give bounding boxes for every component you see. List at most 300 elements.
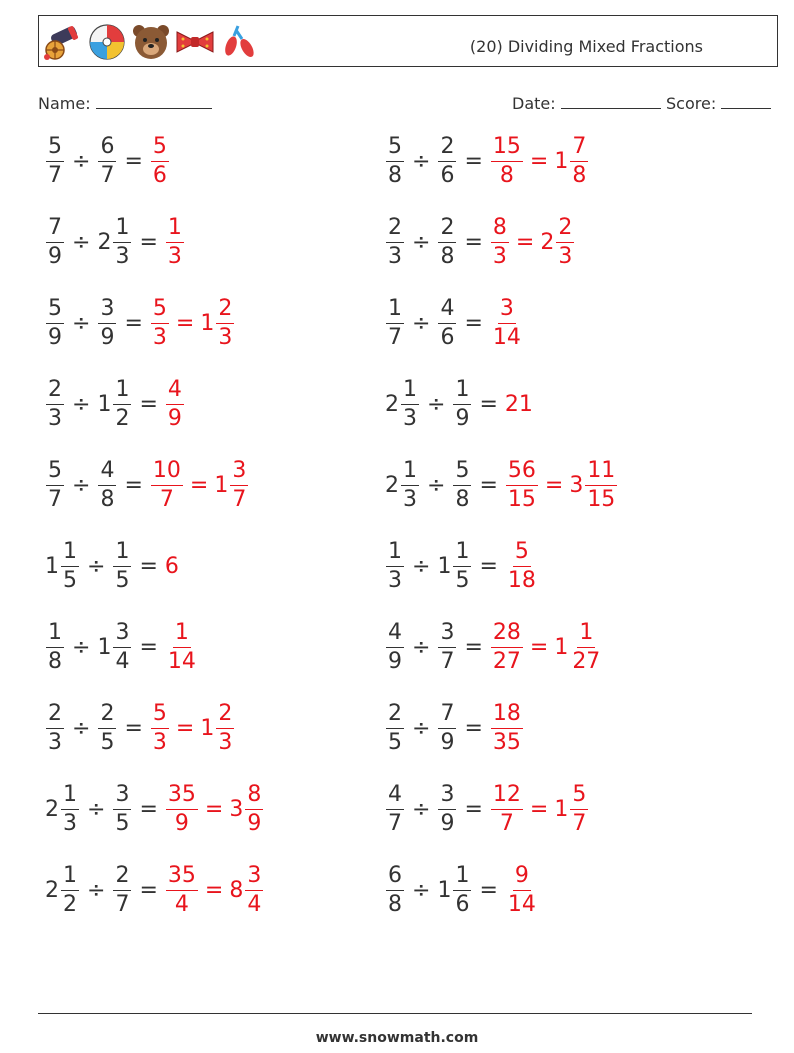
numerator: 1 (401, 379, 419, 405)
numerator: 4 (98, 460, 116, 486)
dividend (45, 619, 65, 674)
fraction (453, 538, 471, 593)
denominator: 3 (152, 729, 167, 755)
numerator: 8 (491, 217, 509, 243)
whole-number: 6 (164, 553, 179, 579)
numerator: 15 (491, 136, 523, 162)
equals-sign: = (139, 391, 158, 417)
denominator: 18 (507, 567, 536, 593)
fraction (151, 133, 169, 188)
numerator: 5 (513, 541, 531, 567)
problem-20 (385, 855, 539, 925)
divide-sign: ÷ (72, 472, 91, 498)
equals-sign: = (139, 553, 158, 579)
numerator: 2 (46, 379, 64, 405)
problem-2 (385, 126, 589, 196)
denominator: 4 (247, 891, 262, 917)
answer-value (554, 619, 603, 674)
numerator: 2 (98, 703, 116, 729)
dividend (385, 295, 405, 350)
score-blank[interactable] (721, 94, 771, 109)
denominator: 9 (174, 810, 189, 836)
fraction (98, 457, 116, 512)
numerator: 1 (453, 541, 471, 567)
numerator: 1 (166, 217, 184, 243)
answer (505, 457, 618, 512)
answer-value (200, 295, 235, 350)
denominator: 8 (499, 162, 514, 188)
fraction (61, 538, 79, 593)
whole-number: 1 (554, 796, 569, 822)
equals-sign: = (479, 472, 498, 498)
date-field[interactable] (512, 94, 661, 113)
problem-16 (385, 693, 524, 763)
numerator: 2 (216, 298, 234, 324)
name-field[interactable] (38, 94, 212, 113)
fraction (386, 214, 404, 269)
fraction (438, 133, 456, 188)
divide-sign: ÷ (412, 148, 431, 174)
fraction (46, 619, 64, 674)
fraction (438, 619, 456, 674)
problem-4 (385, 207, 575, 277)
fraction (230, 457, 248, 512)
dividend (45, 781, 80, 836)
answer-value (165, 554, 180, 579)
whole-number: 1 (437, 553, 452, 579)
fraction (570, 133, 588, 188)
divisor (112, 862, 132, 917)
answer (505, 392, 534, 417)
whole-number: 8 (229, 877, 244, 903)
fraction (216, 700, 234, 755)
numerator: 12 (491, 784, 523, 810)
denominator: 3 (167, 243, 182, 269)
fraction (491, 781, 523, 836)
problem-11 (45, 531, 180, 601)
whole-number: 2 (97, 229, 112, 255)
numerator: 2 (46, 703, 64, 729)
whole-number: 1 (214, 472, 229, 498)
fraction (386, 133, 404, 188)
fraction (166, 619, 198, 674)
fraction (453, 376, 471, 431)
whole-number: 1 (554, 148, 569, 174)
denominator: 7 (115, 891, 130, 917)
numerator: 5 (46, 460, 64, 486)
denominator: 5 (63, 567, 77, 593)
numerator: 3 (113, 622, 131, 648)
answer-value (150, 700, 170, 755)
date-blank[interactable] (561, 94, 661, 109)
denominator: 9 (440, 729, 455, 755)
answer-value (200, 700, 235, 755)
fraction (556, 214, 574, 269)
whole-number: 2 (45, 877, 59, 903)
divide-sign: ÷ (72, 229, 91, 255)
fraction (438, 781, 456, 836)
numerator: 1 (113, 541, 131, 567)
equals-sign: = (124, 472, 143, 498)
whole-number: 1 (437, 877, 452, 903)
answer-equals-sign: = (529, 796, 549, 822)
fraction (245, 862, 263, 917)
numerator: 1 (46, 622, 64, 648)
problem-19 (45, 855, 264, 925)
bow-tie-icon (175, 22, 215, 62)
problem-1 (45, 126, 170, 196)
equals-sign: = (139, 796, 158, 822)
whole-number: 3 (569, 472, 584, 498)
bear-face-icon (131, 22, 171, 62)
fraction (151, 457, 183, 512)
dividend (45, 133, 65, 188)
equals-sign: = (479, 553, 498, 579)
fraction (46, 457, 64, 512)
denominator: 5 (455, 567, 470, 593)
fraction (98, 295, 116, 350)
fraction (61, 862, 79, 917)
numerator: 2 (113, 865, 131, 891)
divide-sign: ÷ (412, 877, 431, 903)
fraction (166, 862, 198, 917)
answer-value (505, 392, 534, 417)
answer-value (505, 538, 539, 593)
divide-sign: ÷ (72, 715, 91, 741)
whole-number: 1 (200, 310, 215, 336)
dividend (45, 700, 65, 755)
answer-value (505, 862, 539, 917)
denominator: 9 (247, 810, 262, 836)
equals-sign: = (464, 148, 483, 174)
fraction (491, 295, 523, 350)
answer-value (554, 781, 589, 836)
answer (165, 376, 185, 431)
answer (165, 619, 199, 674)
dividend (385, 700, 405, 755)
answer-value (214, 457, 249, 512)
numerator: 3 (245, 865, 263, 891)
divisor (437, 781, 457, 836)
numerator: 2 (216, 703, 234, 729)
answer (165, 862, 264, 917)
dividend (385, 862, 405, 917)
denominator: 8 (100, 486, 115, 512)
fraction (506, 457, 538, 512)
whole-number: 21 (504, 391, 533, 417)
numerator: 7 (570, 136, 588, 162)
numerator: 3 (498, 298, 516, 324)
answer-value (165, 862, 199, 917)
denominator: 3 (218, 324, 233, 350)
footer-divider (38, 1013, 752, 1014)
numerator: 5 (386, 136, 404, 162)
score-label: Score: (666, 94, 717, 113)
denominator: 3 (492, 243, 507, 269)
denominator: 8 (48, 648, 62, 674)
denominator: 27 (492, 648, 521, 674)
denominator: 6 (455, 891, 470, 917)
denominator: 5 (100, 729, 115, 755)
score-field[interactable] (666, 94, 771, 113)
answer (490, 214, 575, 269)
date-label: Date: (512, 94, 556, 113)
dividend (45, 538, 80, 593)
answer-equals-sign: = (175, 310, 195, 336)
answer-value (490, 700, 524, 755)
divide-sign: ÷ (72, 310, 91, 336)
divisor (437, 295, 457, 350)
footer-url: www.snowmath.com (315, 1030, 479, 1046)
denominator: 3 (218, 729, 233, 755)
worksheet-header (38, 15, 778, 67)
fraction (46, 133, 64, 188)
numerator: 1 (61, 865, 79, 891)
fraction (46, 376, 64, 431)
numerator: 2 (386, 217, 404, 243)
problem-9 (45, 450, 249, 520)
numerator: 4 (386, 622, 404, 648)
denominator: 7 (48, 162, 62, 188)
denominator: 3 (48, 405, 62, 431)
numerator: 5 (453, 460, 471, 486)
whole-number: 2 (540, 229, 555, 255)
fraction (506, 862, 538, 917)
fraction (98, 133, 116, 188)
equals-sign: = (139, 634, 158, 660)
numerator: 28 (491, 622, 523, 648)
answer-equals-sign: = (515, 229, 535, 255)
dividend (385, 133, 405, 188)
numerator: 35 (166, 865, 198, 891)
answer-value (150, 133, 170, 188)
divisor (437, 538, 472, 593)
fraction (113, 214, 131, 269)
answer (150, 700, 235, 755)
divisor (452, 457, 472, 512)
numerator: 2 (438, 136, 456, 162)
denominator: 5 (388, 729, 402, 755)
dividend (385, 457, 420, 512)
name-label: Name: (38, 94, 91, 113)
fraction (570, 619, 602, 674)
numerator: 1 (453, 865, 471, 891)
denominator: 35 (492, 729, 521, 755)
answer-value (150, 457, 184, 512)
answer-value (505, 457, 539, 512)
cannon-icon (43, 22, 83, 62)
numerator: 3 (438, 622, 456, 648)
fraction (245, 781, 263, 836)
divisor (97, 295, 117, 350)
fraction (491, 214, 509, 269)
denominator: 3 (388, 243, 402, 269)
numerator: 1 (453, 379, 471, 405)
divide-sign: ÷ (87, 796, 106, 822)
divisor (437, 133, 457, 188)
divide-sign: ÷ (72, 148, 91, 174)
dividend (385, 781, 405, 836)
fraction (438, 700, 456, 755)
fraction (401, 457, 419, 512)
answer (165, 554, 180, 579)
numerator: 5 (151, 136, 169, 162)
equals-sign: = (464, 796, 483, 822)
fraction (506, 538, 538, 593)
numerator: 5 (46, 136, 64, 162)
denominator: 8 (388, 162, 402, 188)
numerator: 56 (506, 460, 538, 486)
denominator: 3 (63, 810, 77, 836)
problem-6 (385, 288, 524, 358)
numerator: 1 (386, 298, 404, 324)
numerator: 3 (98, 298, 116, 324)
answer-value (490, 619, 524, 674)
fraction (453, 862, 471, 917)
whole-number: 1 (554, 634, 569, 660)
denominator: 3 (558, 243, 573, 269)
answer-equals-sign: = (544, 472, 564, 498)
fraction (438, 214, 456, 269)
denominator: 9 (100, 324, 115, 350)
answer-value (165, 376, 185, 431)
numerator: 11 (585, 460, 617, 486)
problem-8 (385, 369, 534, 439)
equals-sign: = (124, 715, 143, 741)
denominator: 8 (455, 486, 470, 512)
denominator: 9 (48, 243, 62, 269)
juggling-pins-icon (219, 22, 259, 62)
answer-value (490, 214, 510, 269)
fraction (46, 700, 64, 755)
denominator: 3 (403, 486, 417, 512)
fraction (386, 619, 404, 674)
denominator: 8 (572, 162, 587, 188)
answer-value (490, 781, 524, 836)
fraction (113, 781, 131, 836)
numerator: 7 (46, 217, 64, 243)
problem-3 (45, 207, 185, 277)
answer (505, 862, 539, 917)
divisor (437, 619, 457, 674)
problem-14 (385, 612, 603, 682)
denominator: 4 (174, 891, 189, 917)
denominator: 9 (48, 324, 62, 350)
divide-sign: ÷ (72, 391, 91, 417)
numerator: 5 (151, 703, 169, 729)
fraction (386, 295, 404, 350)
divide-sign: ÷ (412, 634, 431, 660)
denominator: 7 (159, 486, 174, 512)
denominator: 4 (115, 648, 130, 674)
equals-sign: = (464, 715, 483, 741)
fraction (386, 700, 404, 755)
whole-number: 2 (385, 391, 399, 417)
numerator: 10 (151, 460, 183, 486)
divisor (97, 214, 132, 269)
fraction (386, 538, 404, 593)
divisor (437, 214, 457, 269)
numerator: 1 (113, 217, 131, 243)
denominator: 14 (507, 891, 536, 917)
answer (150, 295, 235, 350)
answer (490, 700, 524, 755)
denominator: 7 (100, 162, 115, 188)
numerator: 18 (491, 703, 523, 729)
denominator: 14 (167, 648, 196, 674)
denominator: 14 (492, 324, 521, 350)
whole-number: 2 (385, 472, 399, 498)
answer-equals-sign: = (529, 634, 549, 660)
answer (150, 133, 170, 188)
fraction (401, 376, 419, 431)
problem-18 (385, 774, 589, 844)
divide-sign: ÷ (87, 553, 106, 579)
denominator: 3 (388, 567, 402, 593)
fraction (166, 376, 184, 431)
answer-equals-sign: = (204, 877, 224, 903)
denominator: 3 (403, 405, 417, 431)
denominator: 27 (572, 648, 601, 674)
denominator: 3 (48, 729, 62, 755)
header-icons (43, 21, 259, 63)
denominator: 5 (115, 567, 130, 593)
equals-sign: = (464, 634, 483, 660)
answer-value (540, 214, 575, 269)
denominator: 2 (115, 405, 130, 431)
fraction (438, 295, 456, 350)
beach-ball-icon (87, 22, 127, 62)
divisor (437, 700, 457, 755)
name-blank[interactable] (96, 94, 212, 109)
numerator: 2 (386, 703, 404, 729)
answer-value (165, 781, 199, 836)
numerator: 2 (556, 217, 574, 243)
fraction (491, 700, 523, 755)
denominator: 8 (388, 891, 402, 917)
fraction (216, 295, 234, 350)
denominator: 5 (115, 810, 130, 836)
answer-value (490, 133, 524, 188)
fraction (113, 538, 131, 593)
dividend (45, 295, 65, 350)
equals-sign: = (124, 310, 143, 336)
dividend (385, 376, 420, 431)
numerator: 3 (113, 784, 131, 810)
fraction (98, 700, 116, 755)
denominator: 7 (440, 648, 455, 674)
problem-5 (45, 288, 235, 358)
whole-number: 2 (45, 796, 59, 822)
denominator: 7 (572, 810, 587, 836)
denominator: 7 (232, 486, 247, 512)
denominator: 3 (152, 324, 167, 350)
problem-12 (385, 531, 539, 601)
divisor (97, 619, 132, 674)
dividend (45, 862, 80, 917)
answer-value (554, 133, 589, 188)
denominator: 3 (115, 243, 130, 269)
denominator: 8 (440, 243, 455, 269)
answer-value (229, 862, 264, 917)
numerator: 35 (166, 784, 198, 810)
divide-sign: ÷ (87, 877, 106, 903)
dividend (385, 214, 405, 269)
fraction (61, 781, 79, 836)
divide-sign: ÷ (412, 310, 431, 336)
problem-10 (385, 450, 618, 520)
numerator: 1 (401, 460, 419, 486)
